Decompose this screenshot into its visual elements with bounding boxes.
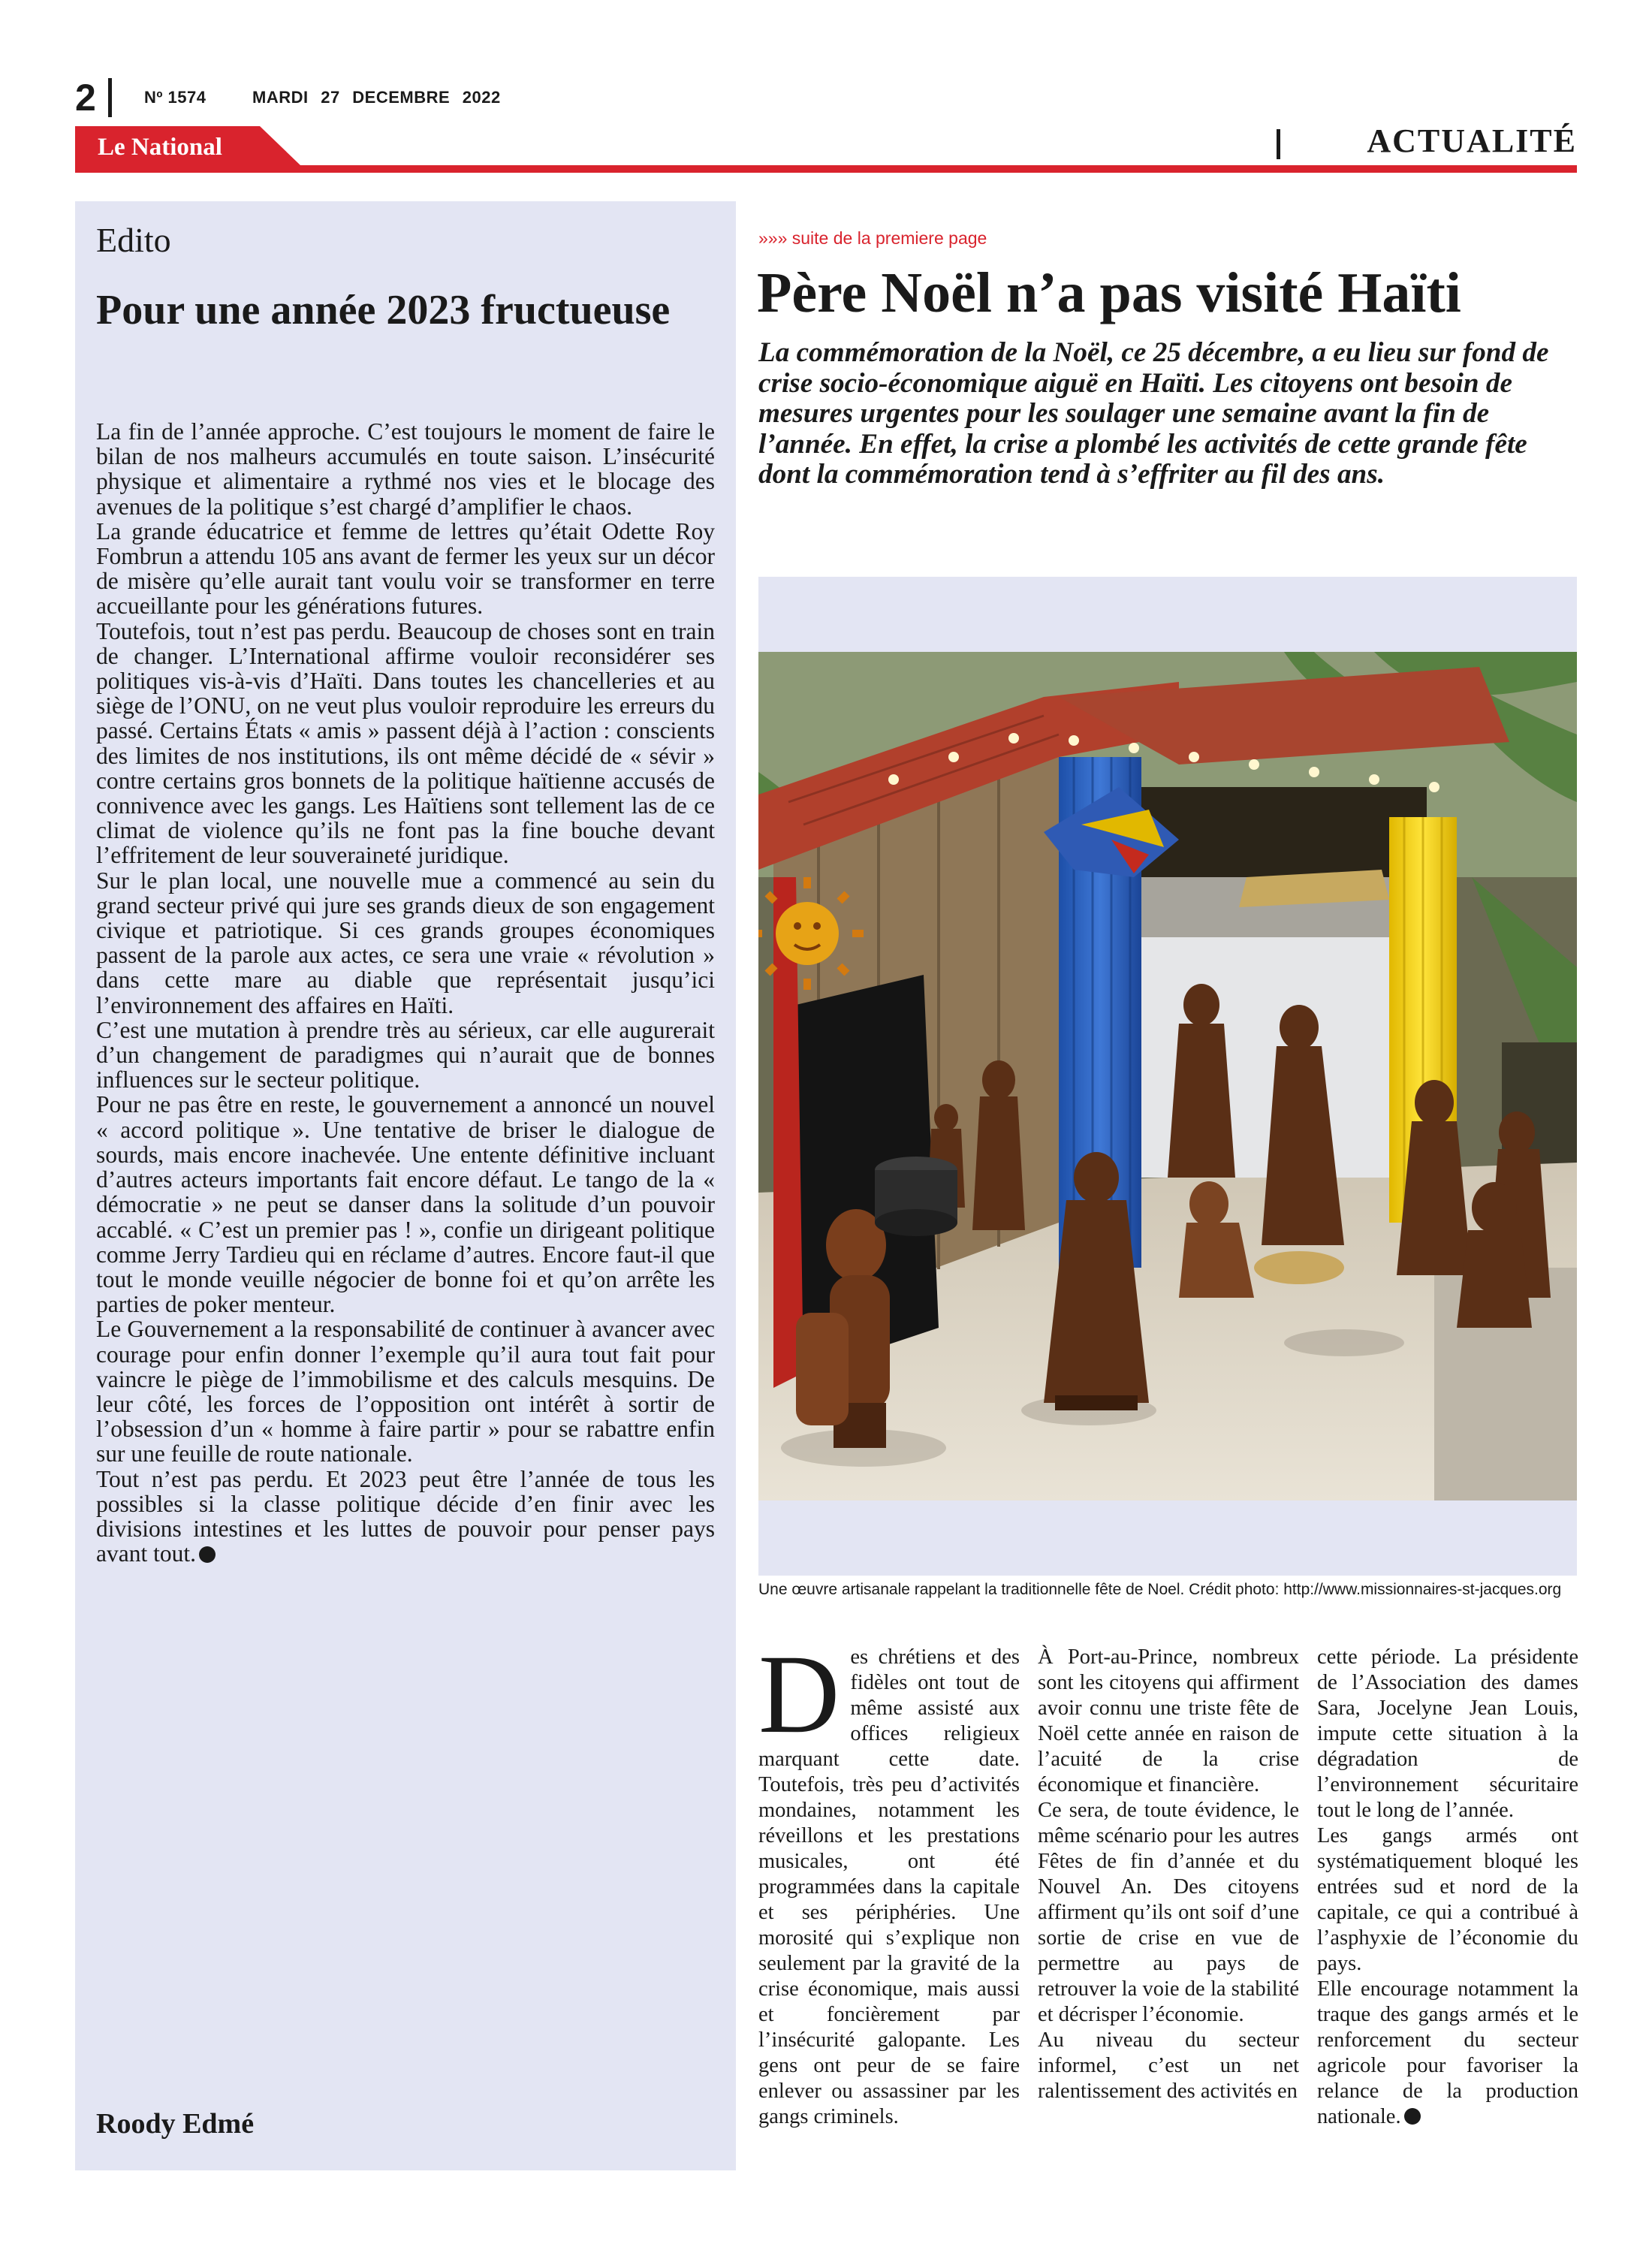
article-column-2 [1038, 1645, 1299, 2104]
edito-paragraph: La grande éducatrice et femme de lettres qu’était Odette Roy Fombrun a attendu 105 ans avant de fermer les yeux sur un décor de misère qu’elle aurait tant voulu voir se transformer en terre accueillante pour les générations futures. [96, 517, 715, 620]
page-header [75, 75, 1577, 120]
end-mark-icon [1404, 2108, 1421, 2125]
article-headline: Père Noël n’a pas visité Haïti [757, 261, 1461, 324]
edito-last-paragraph-text: Tout n’est pas perdu. Et 2023 peut être l’année de tous les possibles si la classe politique décide d’en finir avec les divisions intestines et les luttes de pouvoir pour penser pays avant tout. [96, 1465, 715, 1567]
issue-date: MARDI 27 DECEMBRE 2022 [252, 88, 501, 107]
nativity-scene-illustration [758, 652, 1577, 1500]
edito-paragraph: C’est une mutation à prendre très au sérieux, car elle augurerait d’un changement de paradigmes qui n’aurait que de bonnes influences sur le secteur politique. [96, 1016, 715, 1093]
edito-paragraph: Le Gouvernement a la responsabilité de continuer à avancer avec courage pour enfin donner l’exemple qu’il aura tout fait pour vaincre le piège de l’immobilisme et des calculs mesquins. De leur côté, les forces de l’opposition ont intérêt à sortir de l’obsession d’un « homme à faire partir » pour se rabattre enfin sur une feuille de route nationale. [96, 1316, 715, 1467]
page-number: 2 [75, 77, 96, 119]
edito-paragraph: La fin de l’année approche. C’est toujours le moment de faire le bilan de nos malheurs accumulés en toute saison. L’insécurité physique et alimentaire a rythmé nos vies et le blocage des avenues de la politique s’est chargé d’amplifier le chaos. [96, 418, 715, 520]
article-kicker: »»» suite de la premiere page [758, 228, 987, 248]
article-paragraph: cette période. La présidente de l’Association des dames Sara, Jocelyne Jean Louis, impute cette situation à la dégradation de l’environnement sécuritaire tout le long de l’année. [1317, 1645, 1578, 1822]
issue-number: Nº 1574 [144, 88, 206, 107]
article-first-paragraph-text: es chrétiens et des fidèles ont tout de même assisté aux offices religieux marquant cette date. Toutefois, très peu d’activités mondaines, notamment les réveillons et les prestations musicales, ont été programmées dans la capitale et ses périphéries. Une morosité qui s’explique non seulement par la gravité de la crise économique, mais aussi et foncièrement par l’insécurité galopante. Les gens ont peur de se faire enlever ou assassiner par les gangs criminels. [758, 1645, 1020, 2128]
article-first-paragraph [758, 1632, 1020, 2130]
edito-author: Roody Edmé [96, 2108, 255, 2140]
article-paragraph: Ce sera, de toute évidence, le même scénario pour les autres Fêtes de fin d’année et du Nouvel An. Des citoyens affirment qu’ils ont soif d’une sortie de crise en vue de permettre au pays de retrouver la voie de la stabilité et décrisper l’économie. [1038, 1799, 1299, 2026]
edito-body [96, 419, 715, 1566]
edito-title: Pour une année 2023 fructueuse [96, 287, 671, 333]
end-mark-icon [199, 1546, 216, 1563]
article-column-3 [1317, 1645, 1578, 2130]
masthead-logo: Le National [98, 134, 222, 161]
section-title: ACTUALITÉ [1367, 122, 1577, 159]
article-photo [758, 652, 1577, 1500]
article-column-1 [758, 1632, 1020, 2130]
drop-cap: D [758, 1632, 840, 1757]
article-paragraph [1317, 1977, 1578, 2130]
edito-paragraph: Sur le plan local, une nouvelle mue a commencé au sein du grand secteur privé qui jure ses grands dieux de son engagement civique et patriotique. Si ces grands groupes économiques passent de la parole aux actes, ce sera une vraie « révolution » dans cette mare au diable que représentait jusqu’ici l’environnement des affaires en Haïti. [96, 867, 715, 1018]
header-rule [75, 165, 1577, 173]
article-paragraph: Les gangs armés ont systématiquement bloqué les entrées sud et nord de la capitale, ce qui a contribué à l’asphyxie de l’économie du pays. [1317, 1824, 1578, 1975]
section-divider [1277, 129, 1280, 159]
article-deck: La commémoration de la Noël, ce 25 décembre, a eu lieu sur fond de crise socio-économique aiguë en Haïti. Les citoyens ont besoin de mesures urgentes pour les soulager une semaine avant la fin de l’année. En effet, la crise a plombé les activités de cette grande fête dont la commémoration tend à s’effriter au fil des ans. [758, 337, 1549, 490]
edito-paragraph [96, 1467, 715, 1567]
article-paragraph: Au niveau du secteur informel, c’est un net ralentissement des activités en [1038, 2028, 1299, 2103]
article-paragraph: À Port-au-Prince, nombreux sont les citoyens qui affirment avoir connu une triste fête de Noël cette année en raison de l’acuité de la crise économique et financière. [1038, 1645, 1299, 1796]
edito-label: Edito [96, 221, 171, 259]
photo-caption: Une œuvre artisanale rappelant la traditionnelle fête de Noel. Crédit photo: http://www.missionnaires-st-jacques.org [758, 1581, 1562, 1598]
page-number-divider [108, 78, 112, 117]
edito-box [75, 201, 736, 2170]
article-last-paragraph-text: Elle encourage notamment la traque des gangs armés et le renforcement du secteur agricole pour favoriser la relance de la production nationale. [1317, 1977, 1578, 2128]
edito-paragraph: Pour ne pas être en reste, le gouvernement a annoncé un nouvel « accord politique ». Une tentative de briser le dialogue de sourds, mais encore inachevée. Une entente définitive incluant d’autres acteurs importants fait encore défaut. Le tango de la « démocratie » ne peut se danser dans la solitude d’un pouvoir accablé. « C’est un premier pas ! », confie un dirigeant politique comme Jerry Tardieu qui en réclame d’autres. Encore faut-il que tout le monde veuille négocier de bonne foi et qu’on arrête les parties de poker menteur. [96, 1091, 715, 1318]
edito-paragraph: Toutefois, tout n’est pas perdu. Beaucoup de choses sont en train de changer. L’International affirme vouloir reconsidérer ses politiques vis-à-vis d’Haïti. Dans toutes les chancelleries et au siège de l’ONU, on ne veut plus vouloir reproduire les erreurs du passé. Certains États « amis » passent déjà à l’action : conscients des limites de nos institutions, ils ont même décidé de « sévir » contre certains gros bonnets de la politique haïtienne accusés de connivence avec les gangs. Les Haïtiens sont tellement las de ce climat de violence qu’ils ne font pas la fine bouche devant l’effritement de leur souveraineté juridique. [96, 617, 715, 869]
